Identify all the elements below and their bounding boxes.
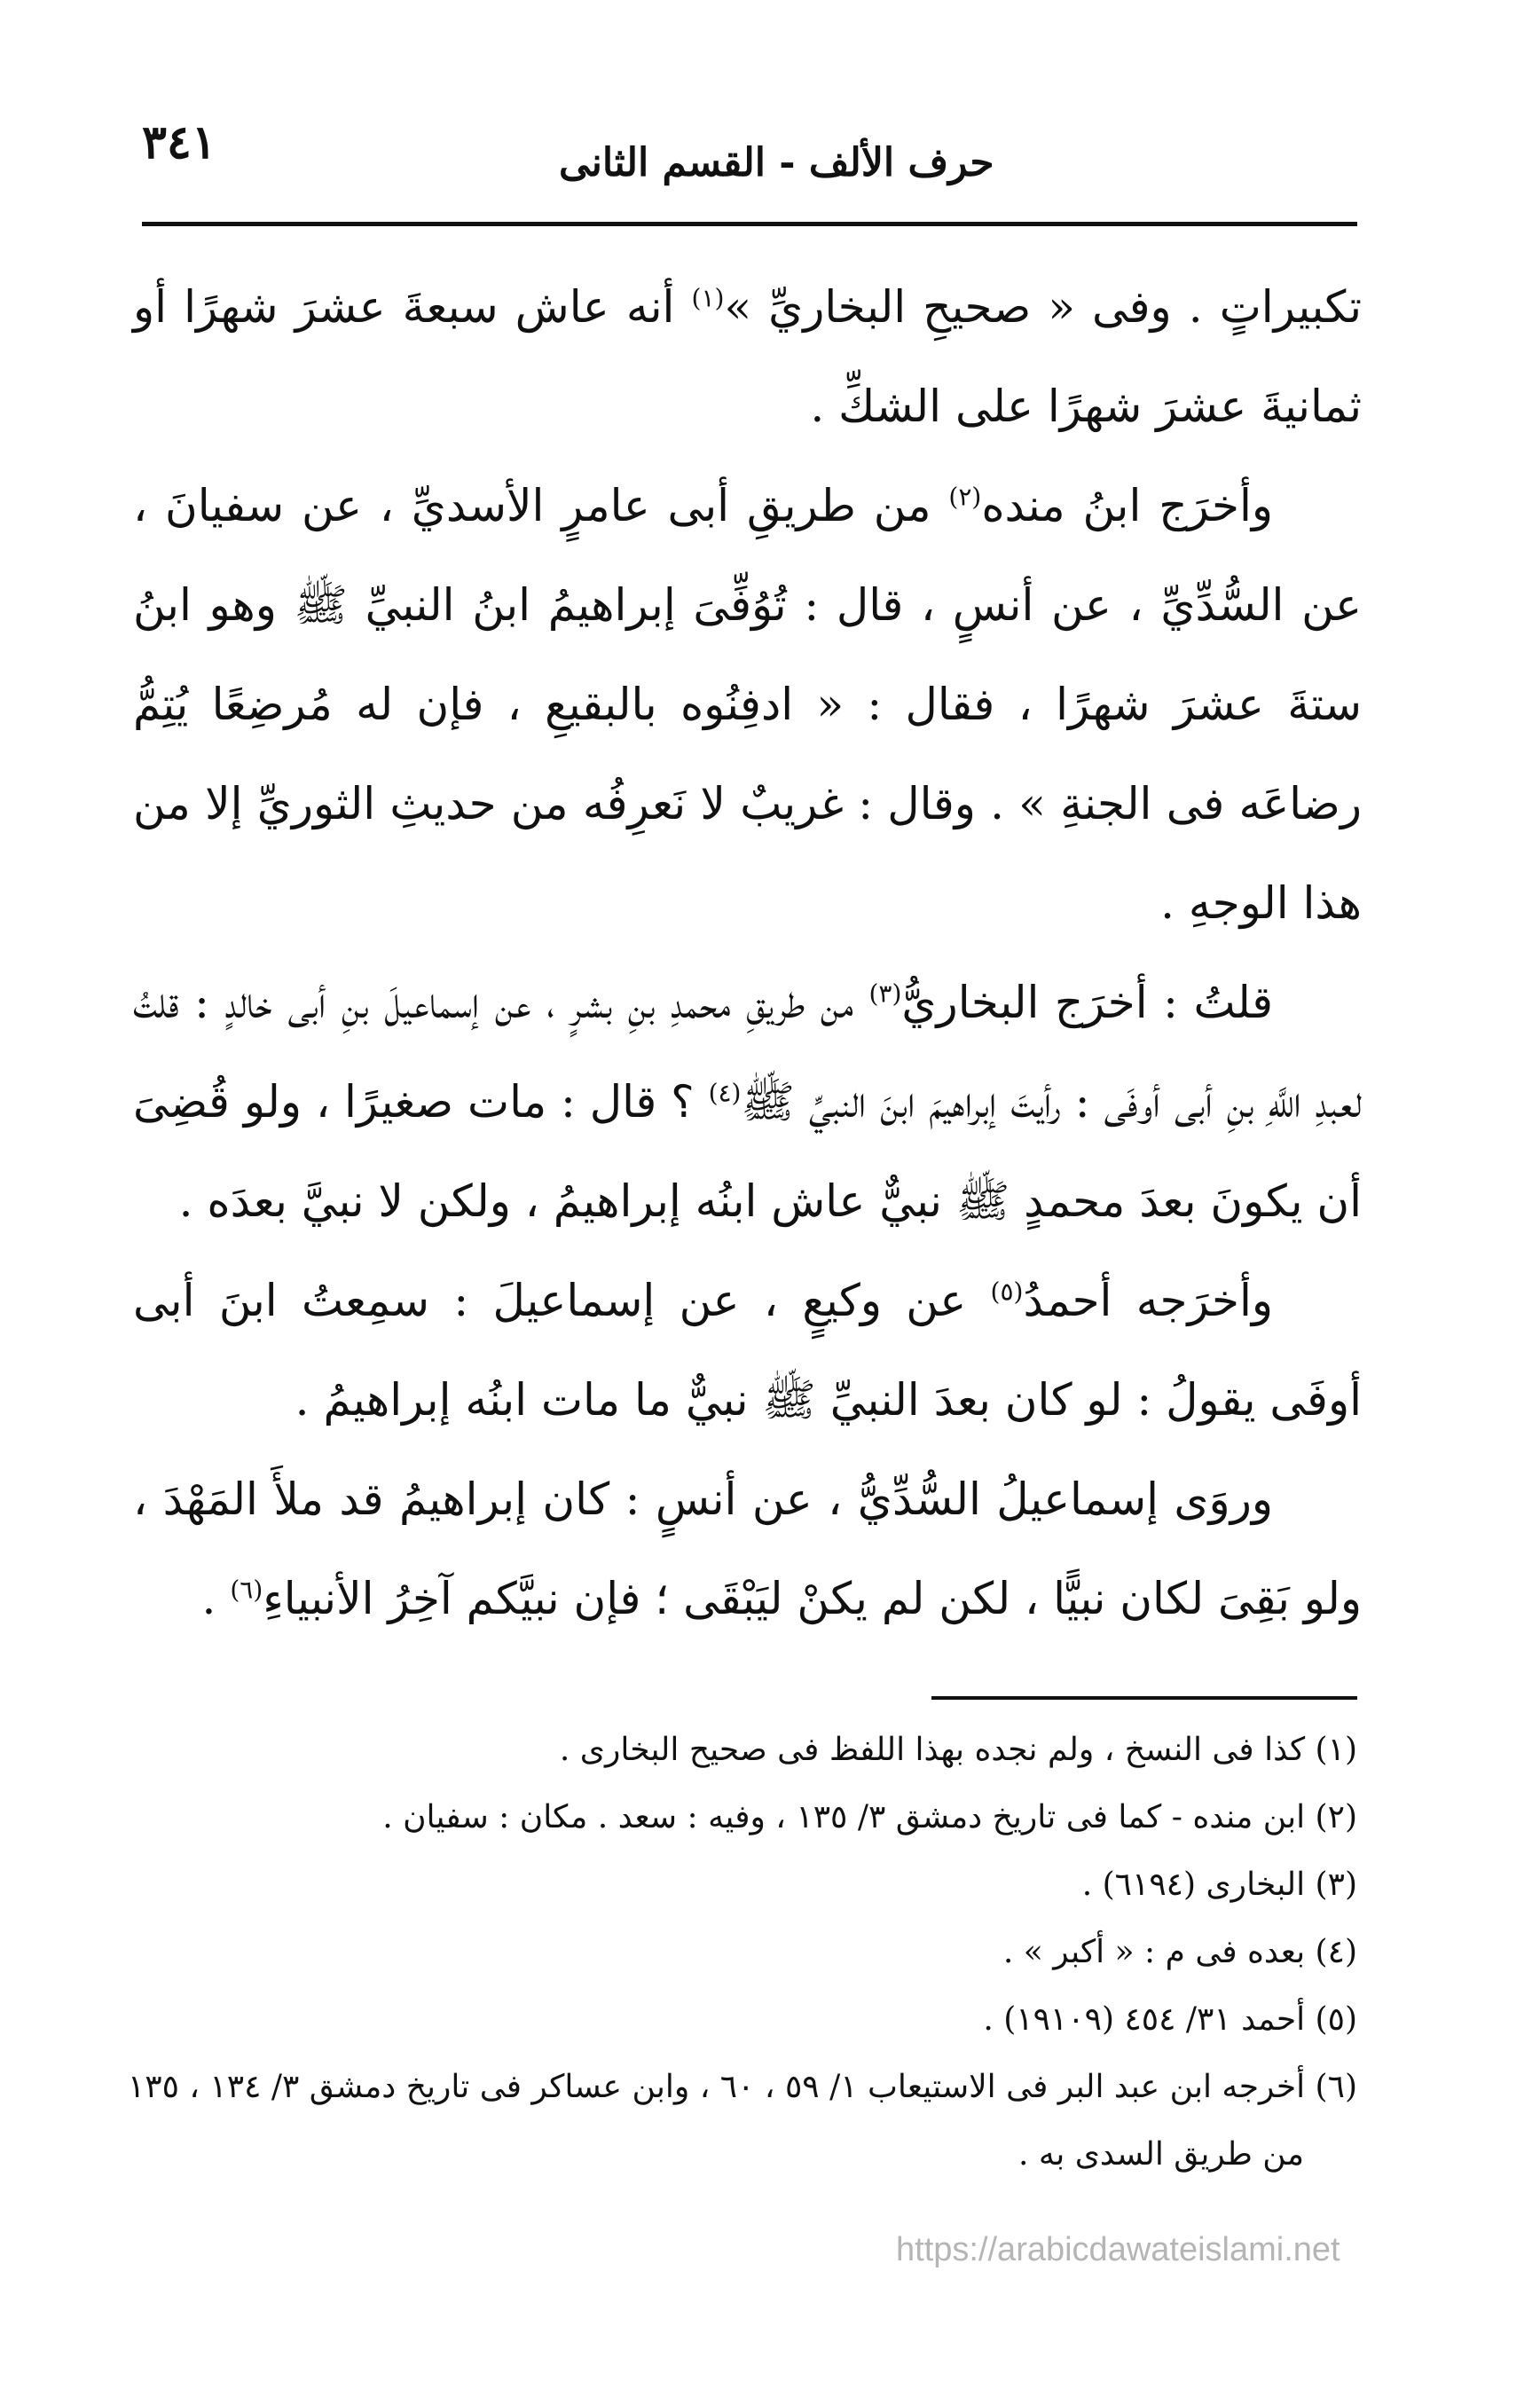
footnote-3: (٣) البخارى (٦١٩٤) .: [1081, 1867, 1357, 1903]
footnote-6: (٦) أخرجه ابن عبد البر فى الاستيعاب ١/ ٥٩ ، ٦٠ ، وابن عساكر فى تاريخ دمشق ٣/ ١٣٤ ، ١٣٥: [127, 2069, 1357, 2105]
paragraph-1-text-before: تكبيراتٍ . وفى « صحيحِ البخاريِّ »: [724, 281, 1362, 333]
footnote-2: (٢) ابن منده - كما فى تاريخ دمشق ٣/ ١٣٥ ، وفيه : سعد . مكان : سفيان .: [382, 1799, 1357, 1835]
footnote-ref-1: (١): [691, 283, 725, 313]
footnote-ref-4: (٤): [708, 1078, 742, 1108]
footnote-ref-5: (٥): [990, 1277, 1024, 1307]
footnote-5: (٥) أحمد ٣١/ ٤٥٤ (١٩١٠٩) .: [983, 2001, 1357, 2038]
paragraph-2-text-before: وأخرَج ابنُ منده: [981, 480, 1273, 531]
footnote-separator: [931, 1696, 1357, 1700]
paragraph-3-text-mid: من طريقِ محمدِ بنِ بشرٍ ، عن إسماعيلَ بنِ أبى خالدٍ : قلتُ لعبدِ اللَّهِ بنِ أبى أوفَى : رأيتَ إبراهيمَ ابنَ النبيِّ ﷺ: [133, 977, 1362, 1128]
watermark-url: https://arabicdawateislami.net: [896, 2231, 1340, 2268]
footnote-ref-3: (٣): [868, 978, 902, 1009]
page-number: ٣٤١: [142, 115, 216, 169]
footnote-6-continuation: من طريق السدى به .: [1018, 2136, 1304, 2173]
paragraph-3-text-before: قلتُ : أخرَج البخاريُّ: [901, 977, 1274, 1028]
paragraph-4-text-after: عن وكيعٍ ، عن إسماعيلَ : سمِعتُ ابنَ أبى أوفَى يقولُ : لو كان بعدَ النبيِّ ﷺ نبيٌّ ما مات ابنُه إبراهيمُ .: [133, 1275, 1362, 1426]
paragraph-1-text-after: أنه عاش سبعةَ عشرَ شهرًا أو ثمانيةَ عشرَ شهرًا على الشكِّ .: [133, 281, 1362, 432]
footnote-ref-6: (٦): [230, 1575, 263, 1605]
footnote-1: (١) كذا فى النسخ ، ولم نجده بهذا اللفظ فى صحيح البخارى .: [559, 1732, 1357, 1768]
footnote-4: (٤) بعده فى م : « أكبر » .: [1002, 1934, 1357, 1970]
paragraph-4: [133, 1251, 1362, 1450]
paragraph-5-text-after: .: [201, 1573, 231, 1624]
body-text: [133, 257, 1362, 1648]
paragraph-2: [133, 456, 1362, 953]
footnote-ref-2: (٢): [948, 482, 982, 512]
paragraph-2-text-after: من طريقِ أبى عامرٍ الأسديِّ ، عن سفيانَ ، عن السُّدِّيِّ ، عن أنسٍ ، قال : تُوُفِّىَ إبراهيمُ ابنُ النبيِّ ﷺ وهو ابنُ ستةَ عشرَ شهرًا ، فقال : « ادفِنُوه بالبقيعِ ، فإن له مُرضِعًا يُتِمُّ رضاعَه فى الجنةِ » . وقال : غريبٌ لا نَعرِفُه من حديثِ الثوريِّ إلا من هذا الوجهِ .: [133, 480, 1362, 929]
paragraph-3-text-after: ؟ قال : مات صغيرًا ، ولو قُضِىَ أن يكونَ بعدَ محمدٍ ﷺ نبيٌّ عاش ابنُه إبراهيمُ ، ولكن لا نبيَّ بعدَه .: [133, 1076, 1362, 1227]
footnotes: [89, 1717, 1357, 2189]
paragraph-4-text-before: وأخرَجه أحمدُ: [1023, 1275, 1273, 1326]
paragraph-3: [133, 953, 1362, 1251]
running-head: حرف الألف - القسم الثانى: [559, 140, 994, 185]
page-header: [142, 106, 1357, 204]
paragraph-5: [133, 1450, 1362, 1648]
paragraph-5-text-before: وروَى إسماعيلُ السُّدِّيُّ ، عن أنسٍ : كان إبراهيمُ قد ملأَ المَهْدَ ، ولو بَقِىَ لكان نبيًّا ، لكن لم يكنْ ليَبْقَى ؛ فإن نبيَّكم آخِرُ الأنبياءِ: [133, 1474, 1362, 1624]
header-rule: [142, 222, 1357, 226]
paragraph-1: [133, 257, 1362, 456]
